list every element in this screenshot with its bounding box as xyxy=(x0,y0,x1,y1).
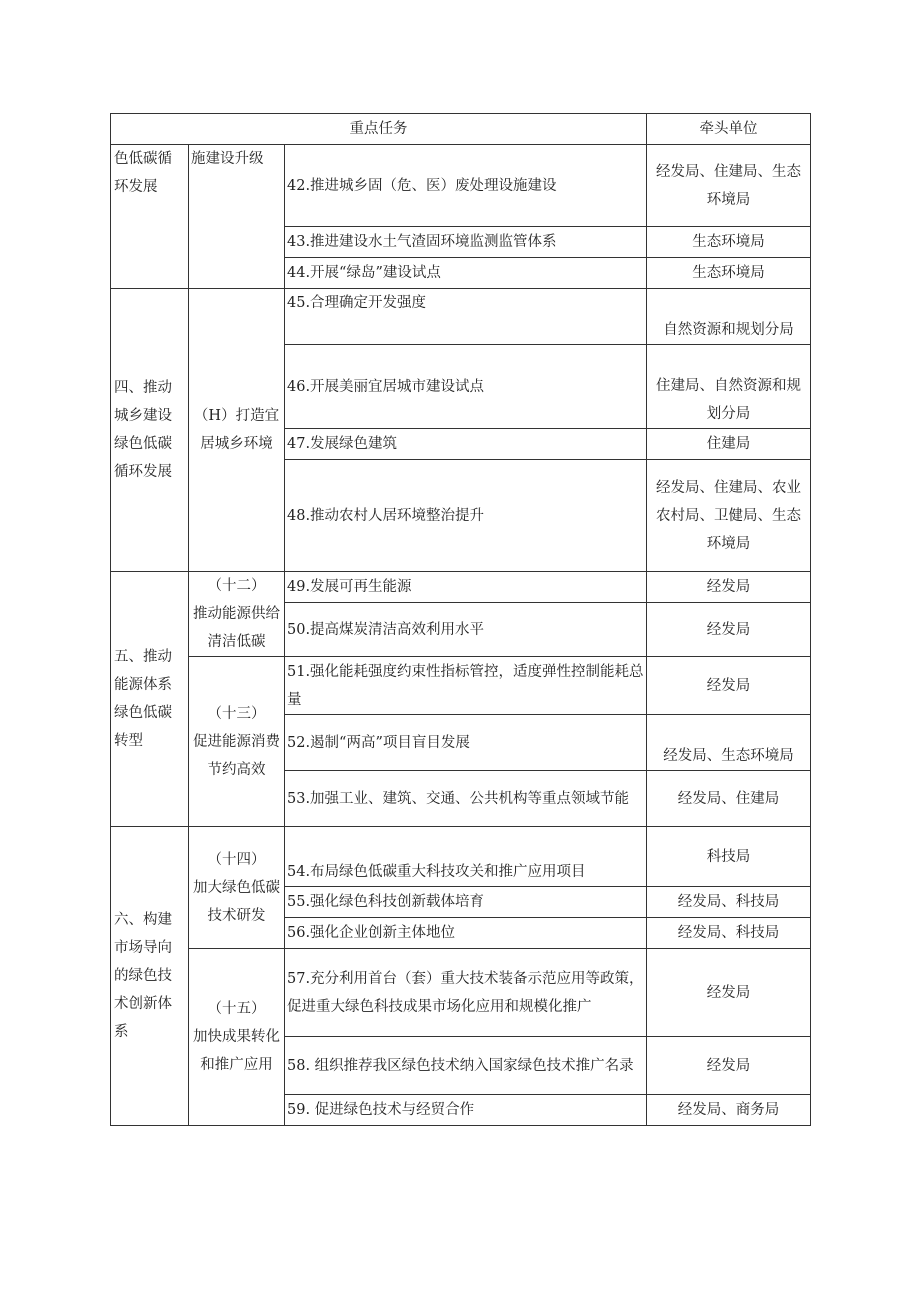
header-lead: 牵头单位 xyxy=(647,114,811,145)
lead-cell: 经发局、生态环境局 xyxy=(647,715,811,771)
lead-cell: 经发局 xyxy=(647,657,811,715)
lead-cell: 经发局 xyxy=(647,603,811,657)
task-cell: 54.布局绿色低碳重大科技攻关和推广应用项目 xyxy=(285,827,647,887)
table-row xyxy=(111,572,811,603)
group-cell xyxy=(189,572,285,657)
lead-cell: 经发局、住建局、生态环境局 xyxy=(647,145,811,227)
category-cell: 色低碳循环发展 xyxy=(111,145,189,289)
lead-cell: 经发局 xyxy=(647,1037,811,1095)
task-cell: 51.强化能耗强度约束性指标管控，适度弹性控制能耗总量 xyxy=(285,657,647,715)
task-cell: 47.发展绿色建筑 xyxy=(285,429,647,460)
group-text: 促进能源消费节约高效 xyxy=(193,733,280,778)
lead-cell: 经发局、科技局 xyxy=(647,918,811,949)
lead-cell: 经发局 xyxy=(647,572,811,603)
group-cell xyxy=(189,827,285,949)
table-row xyxy=(111,949,811,1037)
lead-cell: 住建局 xyxy=(647,429,811,460)
header-tasks: 重点任务 xyxy=(111,114,647,145)
task-cell: 43.推进建设水土气渣固环境监测监管体系 xyxy=(285,227,647,258)
task-table xyxy=(110,113,811,1126)
group-text: 加快成果转化和推广应用 xyxy=(193,1029,280,1073)
group-text: 加大绿色低碳技术研发 xyxy=(193,879,280,924)
table-row xyxy=(111,289,811,345)
task-cell: 50.提高煤炭清洁高效利用水平 xyxy=(285,603,647,657)
task-cell: 56.强化企业创新主体地位 xyxy=(285,918,647,949)
task-cell: 53.加强工业、建筑、交通、公共机构等重点领域节能 xyxy=(285,771,647,827)
table-row xyxy=(111,145,811,227)
lead-cell: 经发局、住建局、农业农村局、卫健局、生态环境局 xyxy=(647,460,811,572)
task-cell: 44.开展“绿岛”建设试点 xyxy=(285,258,647,289)
task-cell: 45.合理确定开发强度 xyxy=(285,289,647,345)
lead-cell: 生态环境局 xyxy=(647,258,811,289)
task-cell: 52.遏制“两高”项目盲目发展 xyxy=(285,715,647,771)
task-cell: 49.发展可再生能源 xyxy=(285,572,647,603)
group-number: （十二） xyxy=(207,578,266,594)
group-cell xyxy=(189,949,285,1126)
lead-cell: 自然资源和规划分局 xyxy=(647,289,811,345)
lead-cell: 经发局、科技局 xyxy=(647,887,811,918)
task-cell: 55.强化绿色科技创新载体培育 xyxy=(285,887,647,918)
task-cell: 42.推进城乡固（危、医）废处理设施建设 xyxy=(285,145,647,227)
group-number: （十三） xyxy=(207,705,266,722)
lead-cell: 住建局、自然资源和规划分局 xyxy=(647,345,811,429)
lead-cell: 经发局、住建局 xyxy=(647,771,811,827)
task-cell: 46.开展美丽宜居城市建设试点 xyxy=(285,345,647,429)
group-number: （十五） xyxy=(207,1001,266,1017)
category-cell: 六、构建市场导向的绿色技术创新体系 xyxy=(111,827,189,1126)
category-cell: 四、推动城乡建设绿色低碳循环发展 xyxy=(111,289,189,572)
header-row xyxy=(111,114,811,145)
category-cell: 五、推动能源体系绿色低碳转型 xyxy=(111,572,189,827)
group-cell xyxy=(189,657,285,827)
task-cell: 57.充分利用首台（套）重大技术装备示范应用等政策，促进重大绿色科技成果市场化应用和规模化推广 xyxy=(285,949,647,1037)
lead-cell: 经发局、商务局 xyxy=(647,1095,811,1126)
group-cell: （H）打造宜居城乡环境 xyxy=(189,289,285,572)
group-text: 推动能源供给清洁低碳 xyxy=(193,606,280,650)
task-cell: 59. 促进绿色技术与经贸合作 xyxy=(285,1095,647,1126)
lead-cell: 科技局 xyxy=(647,827,811,887)
task-cell: 58. 组织推荐我区绿色技术纳入国家绿色技术推广名录 xyxy=(285,1037,647,1095)
group-cell: 施建设升级 xyxy=(189,145,285,289)
lead-cell: 生态环境局 xyxy=(647,227,811,258)
group-number: （十四） xyxy=(207,851,266,868)
task-cell: 48.推动农村人居环境整治提升 xyxy=(285,460,647,572)
lead-cell: 经发局 xyxy=(647,949,811,1037)
table-row xyxy=(111,827,811,887)
table-row xyxy=(111,657,811,715)
